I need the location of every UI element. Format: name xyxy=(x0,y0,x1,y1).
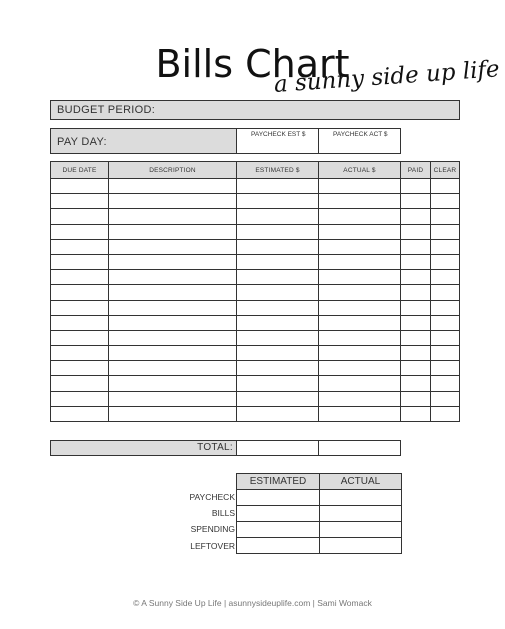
bill-cell[interactable] xyxy=(431,179,460,194)
bill-cell[interactable] xyxy=(237,391,319,406)
bill-cell[interactable] xyxy=(51,194,109,209)
table-row xyxy=(51,361,460,376)
bill-cell[interactable] xyxy=(401,391,431,406)
total-actual-field[interactable] xyxy=(318,440,401,456)
bill-cell[interactable] xyxy=(319,194,401,209)
bill-cell[interactable] xyxy=(51,179,109,194)
column-header: CLEAR xyxy=(431,162,460,179)
bill-cell[interactable] xyxy=(51,391,109,406)
bill-cell[interactable] xyxy=(109,254,237,269)
table-row xyxy=(51,270,460,285)
bill-cell[interactable] xyxy=(237,285,319,300)
bill-cell[interactable] xyxy=(109,406,237,421)
bill-cell[interactable] xyxy=(401,209,431,224)
bill-cell[interactable] xyxy=(319,270,401,285)
bill-cell[interactable] xyxy=(401,406,431,421)
bill-cell[interactable] xyxy=(319,391,401,406)
bill-cell[interactable] xyxy=(237,239,319,254)
bill-cell[interactable] xyxy=(431,391,460,406)
bill-cell[interactable] xyxy=(401,300,431,315)
bill-cell[interactable] xyxy=(237,270,319,285)
bill-cell[interactable] xyxy=(51,254,109,269)
summary-row-label: SPENDING xyxy=(190,524,235,534)
bill-cell[interactable] xyxy=(109,270,237,285)
pay-day-label: PAY DAY: xyxy=(57,136,107,148)
bill-cell[interactable] xyxy=(319,209,401,224)
paycheck-act-label: PAYCHECK ACT $ xyxy=(333,131,388,138)
bill-cell[interactable] xyxy=(431,270,460,285)
bill-cell[interactable] xyxy=(109,330,237,345)
bill-cell[interactable] xyxy=(237,254,319,269)
paycheck-est-field[interactable] xyxy=(236,128,319,154)
page-title: Bills Chart xyxy=(155,42,350,86)
bill-cell[interactable] xyxy=(109,376,237,391)
bill-cell[interactable] xyxy=(431,346,460,361)
bill-cell[interactable] xyxy=(401,361,431,376)
column-header: ACTUAL $ xyxy=(319,162,401,179)
bill-cell[interactable] xyxy=(431,330,460,345)
bill-cell[interactable] xyxy=(109,346,237,361)
bill-cell[interactable] xyxy=(237,315,319,330)
bill-cell[interactable] xyxy=(431,361,460,376)
bill-cell[interactable] xyxy=(401,285,431,300)
paycheck-est-label: PAYCHECK EST $ xyxy=(251,131,306,138)
bill-cell[interactable] xyxy=(401,224,431,239)
bill-cell[interactable] xyxy=(237,330,319,345)
bill-cell[interactable] xyxy=(237,346,319,361)
bill-cell[interactable] xyxy=(237,194,319,209)
bill-cell[interactable] xyxy=(319,239,401,254)
bill-cell[interactable] xyxy=(431,285,460,300)
table-row xyxy=(51,194,460,209)
summary-row xyxy=(237,506,402,522)
bill-cell[interactable] xyxy=(319,361,401,376)
bill-cell[interactable] xyxy=(237,179,319,194)
summary-table xyxy=(236,473,402,554)
bill-cell[interactable] xyxy=(401,376,431,391)
bill-cell[interactable] xyxy=(109,194,237,209)
bill-cell[interactable] xyxy=(431,209,460,224)
summary-row xyxy=(237,490,402,506)
bill-cell[interactable] xyxy=(401,194,431,209)
summary-cell[interactable] xyxy=(320,490,402,506)
bill-cell[interactable] xyxy=(319,254,401,269)
column-header: ESTIMATED xyxy=(237,474,320,490)
total-estimated-field[interactable] xyxy=(236,440,319,456)
bill-cell[interactable] xyxy=(109,239,237,254)
column-header: PAID xyxy=(401,162,431,179)
bill-cell[interactable] xyxy=(401,239,431,254)
bill-cell[interactable] xyxy=(401,179,431,194)
bill-cell[interactable] xyxy=(51,406,109,421)
bill-cell[interactable] xyxy=(51,376,109,391)
bill-cell[interactable] xyxy=(51,270,109,285)
column-header: DESCRIPTION xyxy=(109,162,237,179)
column-header: ESTIMATED $ xyxy=(237,162,319,179)
bill-cell[interactable] xyxy=(51,209,109,224)
table-row xyxy=(51,209,460,224)
summary-cell[interactable] xyxy=(237,522,320,538)
total-label: TOTAL: xyxy=(197,442,233,453)
summary-row xyxy=(237,538,402,554)
summary-row-label: BILLS xyxy=(211,508,235,518)
bill-cell[interactable] xyxy=(109,209,237,224)
bill-cell[interactable] xyxy=(237,209,319,224)
summary-header-row xyxy=(237,474,402,490)
bill-cell[interactable] xyxy=(51,315,109,330)
summary-cell[interactable] xyxy=(237,490,320,506)
summary-row-label: PAYCHECK xyxy=(189,492,235,502)
bill-cell[interactable] xyxy=(401,254,431,269)
paycheck-act-field[interactable] xyxy=(318,128,401,154)
bill-cell[interactable] xyxy=(431,315,460,330)
bills-table xyxy=(50,161,460,422)
bill-cell[interactable] xyxy=(237,300,319,315)
bill-cell[interactable] xyxy=(319,300,401,315)
table-row xyxy=(51,285,460,300)
table-row xyxy=(51,330,460,345)
bill-cell[interactable] xyxy=(237,406,319,421)
bill-cell[interactable] xyxy=(109,361,237,376)
bill-cell[interactable] xyxy=(401,346,431,361)
bill-cell[interactable] xyxy=(401,270,431,285)
bill-cell[interactable] xyxy=(401,330,431,345)
table-row xyxy=(51,346,460,361)
bill-cell[interactable] xyxy=(237,361,319,376)
bill-cell[interactable] xyxy=(109,391,237,406)
table-row xyxy=(51,391,460,406)
bill-cell[interactable] xyxy=(51,300,109,315)
table-row xyxy=(51,376,460,391)
footer-credit: © A Sunny Side Up Life | asunnysideuplife.com | Sami Womack xyxy=(133,598,372,608)
bill-cell[interactable] xyxy=(237,376,319,391)
bill-cell[interactable] xyxy=(319,406,401,421)
summary-row xyxy=(237,522,402,538)
table-row xyxy=(51,300,460,315)
bill-cell[interactable] xyxy=(431,224,460,239)
pay-day-field[interactable] xyxy=(50,128,237,154)
bills-header-row xyxy=(51,162,460,179)
summary-cell[interactable] xyxy=(237,538,320,554)
bill-cell[interactable] xyxy=(109,224,237,239)
table-row xyxy=(51,179,460,194)
bill-cell[interactable] xyxy=(109,315,237,330)
bill-cell[interactable] xyxy=(431,300,460,315)
column-header: ACTUAL xyxy=(320,474,402,490)
bill-cell[interactable] xyxy=(109,179,237,194)
bill-cell[interactable] xyxy=(51,285,109,300)
bill-cell[interactable] xyxy=(401,315,431,330)
table-row xyxy=(51,239,460,254)
bill-cell[interactable] xyxy=(319,224,401,239)
bill-cell[interactable] xyxy=(319,179,401,194)
budget-period-field[interactable] xyxy=(50,100,460,120)
bill-cell[interactable] xyxy=(319,376,401,391)
budget-period-label: BUDGET PERIOD: xyxy=(57,104,156,116)
column-header: DUE DATE xyxy=(51,162,109,179)
bill-cell[interactable] xyxy=(431,376,460,391)
summary-row-label: LEFTOVER xyxy=(190,541,235,551)
page-subtitle: a sunny side up life xyxy=(273,56,501,98)
summary-cell[interactable] xyxy=(320,506,402,522)
table-row xyxy=(51,406,460,421)
table-row xyxy=(51,315,460,330)
bill-cell[interactable] xyxy=(319,285,401,300)
summary-cell[interactable] xyxy=(320,538,402,554)
bill-cell[interactable] xyxy=(51,330,109,345)
bill-cell[interactable] xyxy=(431,239,460,254)
summary-cell[interactable] xyxy=(237,506,320,522)
bill-cell[interactable] xyxy=(51,361,109,376)
bill-cell[interactable] xyxy=(319,315,401,330)
summary-cell[interactable] xyxy=(320,522,402,538)
bill-cell[interactable] xyxy=(109,300,237,315)
table-row xyxy=(51,254,460,269)
bill-cell[interactable] xyxy=(51,224,109,239)
bill-cell[interactable] xyxy=(109,285,237,300)
table-row xyxy=(51,224,460,239)
bill-cell[interactable] xyxy=(431,406,460,421)
bill-cell[interactable] xyxy=(319,346,401,361)
bill-cell[interactable] xyxy=(431,194,460,209)
bill-cell[interactable] xyxy=(319,330,401,345)
total-label-cell xyxy=(50,440,237,456)
bill-cell[interactable] xyxy=(237,224,319,239)
bill-cell[interactable] xyxy=(431,254,460,269)
bill-cell[interactable] xyxy=(51,239,109,254)
bill-cell[interactable] xyxy=(51,346,109,361)
